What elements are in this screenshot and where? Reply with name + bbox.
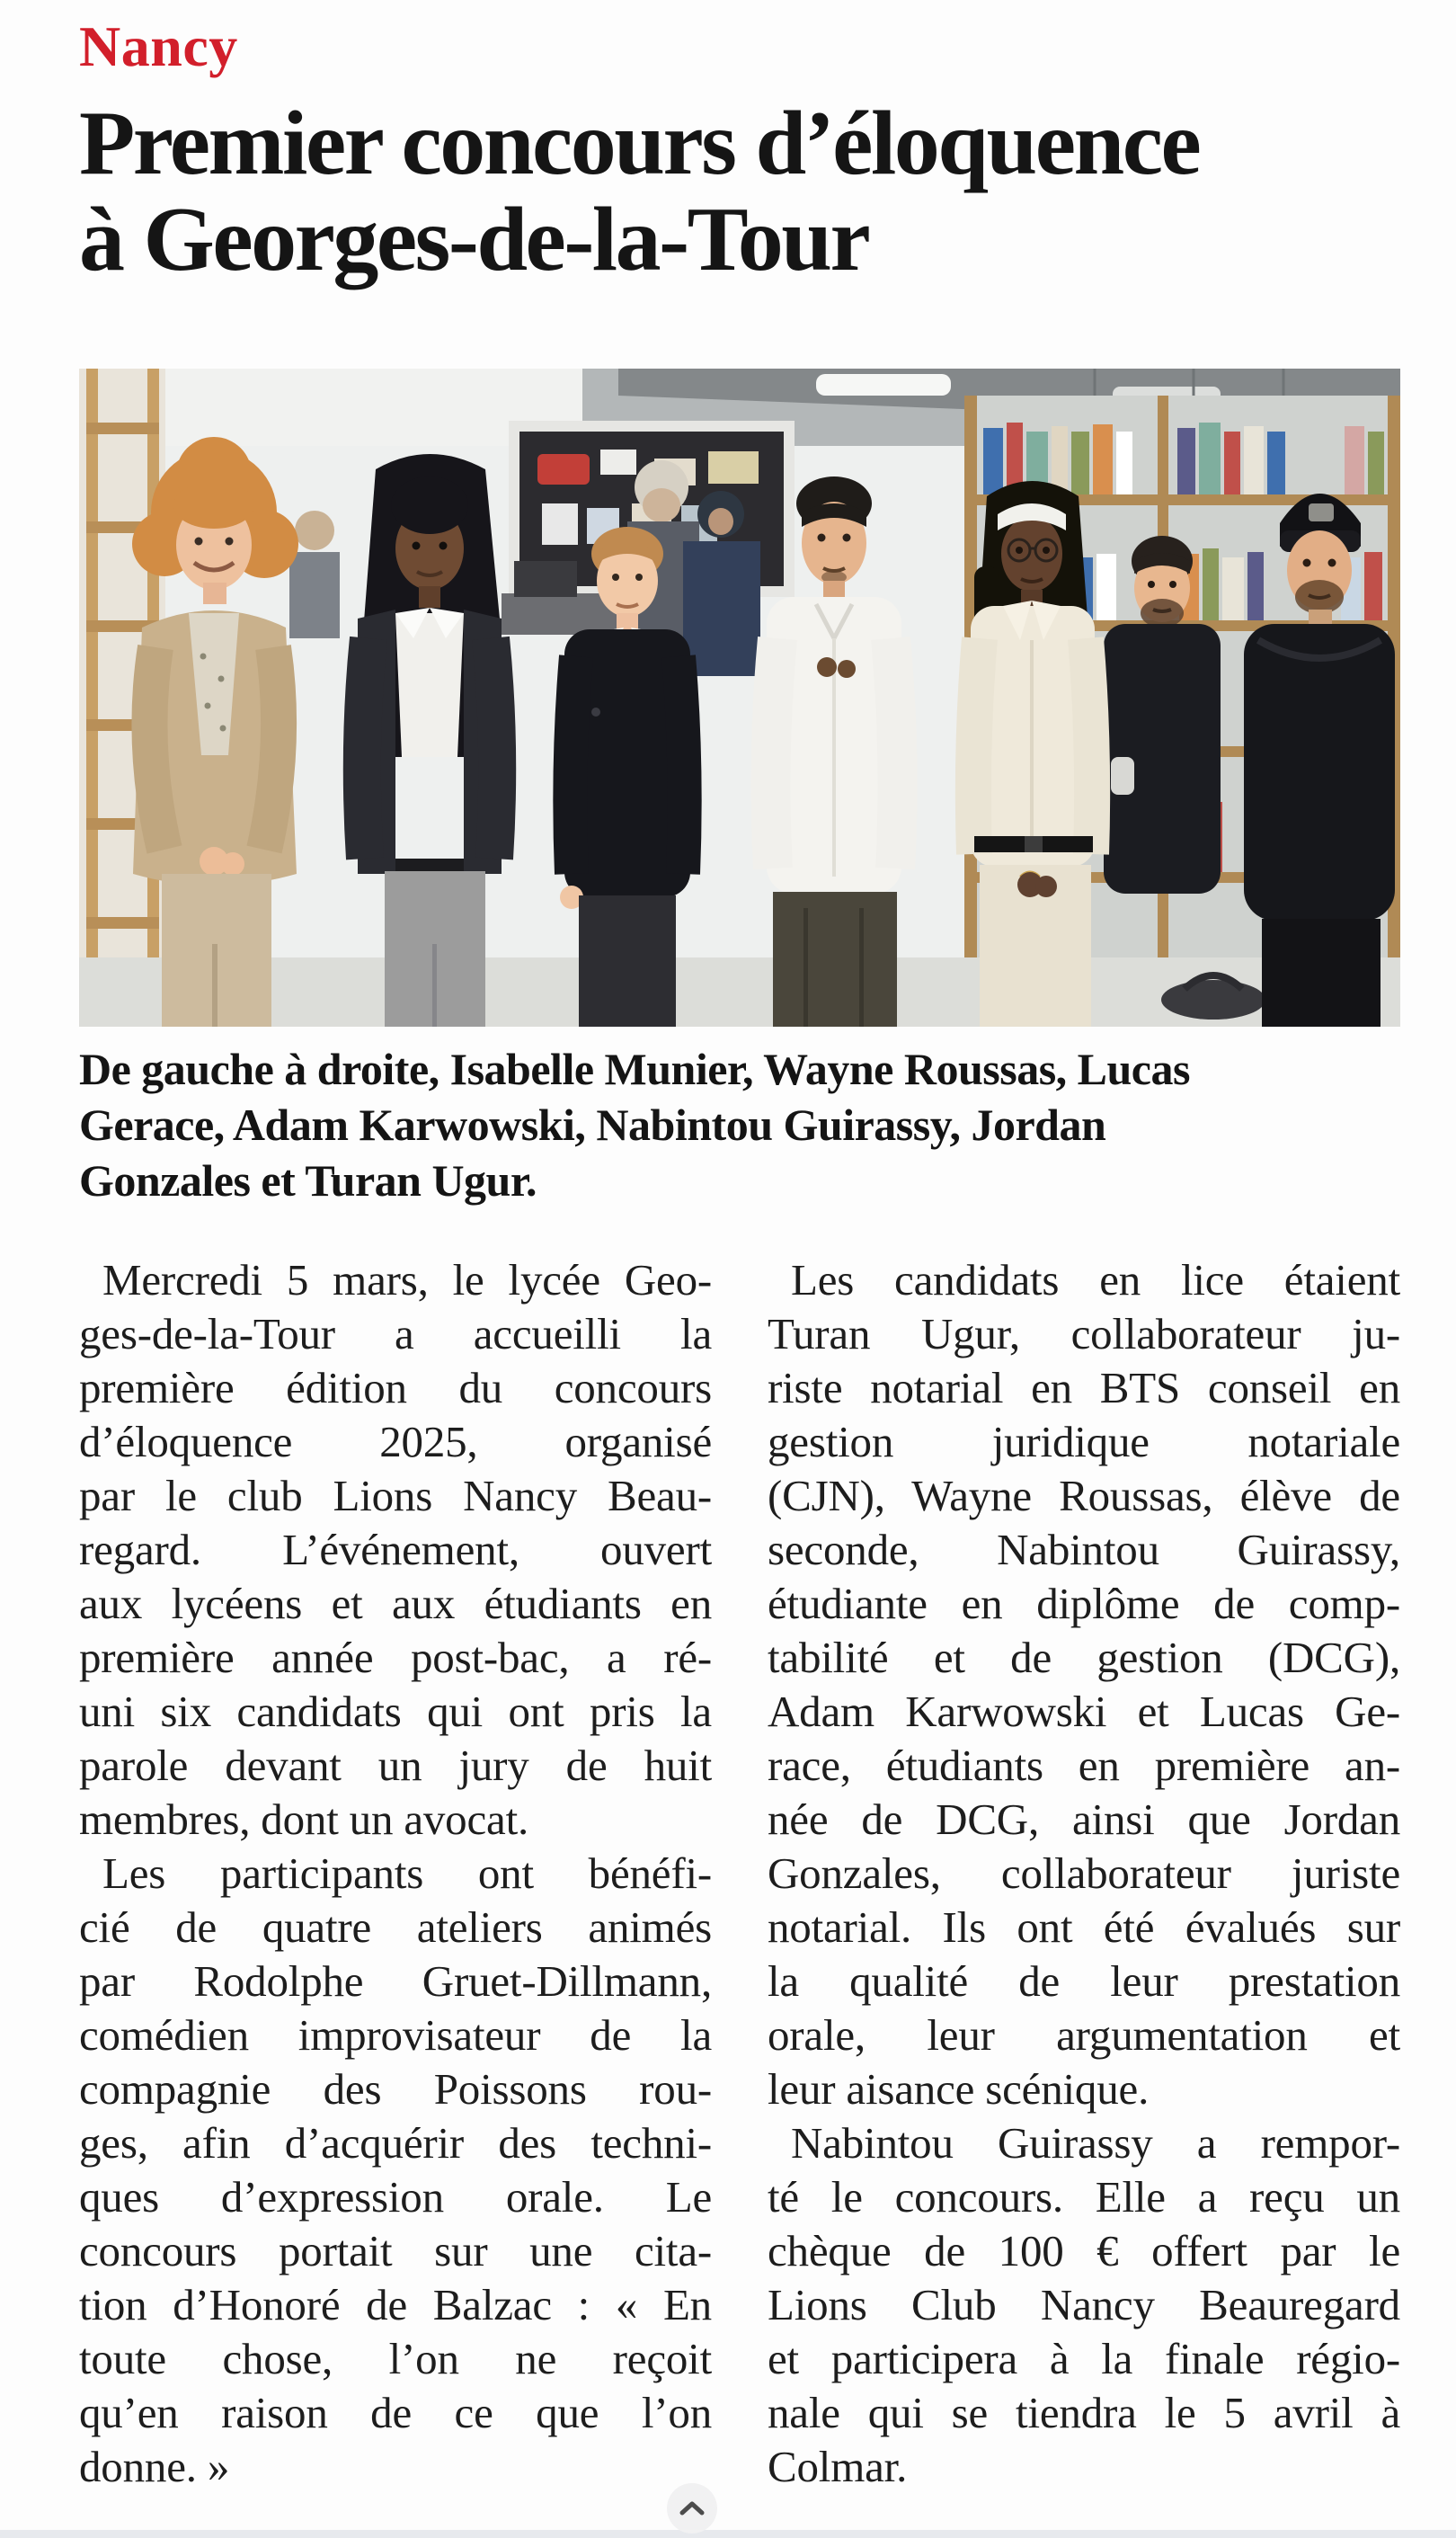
text-line: tabilité et de gestion (DCG), [768,1632,1400,1682]
text-line: Nabintou Guirassy a rempor- [791,2117,1400,2168]
text-line: nale qui se tiendra le 5 avril à [768,2387,1400,2437]
text-line: née de DCG, ainsi que Jordan [768,1794,1400,1844]
text-line: race, étudiants en première an- [768,1740,1400,1790]
column-right [768,1253,1400,2494]
text-line: Les candidats en lice étaient [791,1254,1400,1305]
text-line: ges, afin d’acquérir des techni- [79,2117,712,2168]
text-line: riste notarial en BTS conseil en [768,1362,1400,1412]
column-left [79,1253,712,2494]
text-line: chèque de 100 € offert par le [768,2225,1400,2275]
text-line: Lions Club Nancy Beauregard [768,2279,1400,2329]
bottom-divider [0,2530,1456,2538]
paragraph [768,2116,1400,2494]
caption-line: De gauche à droite, Isabelle Munier, Wayne Roussas, Lucas [79,1043,1190,1094]
article-body [79,1253,1400,2494]
text-line: concours portait sur une cita- [79,2225,712,2275]
text-line: Gonzales, collaborateur juriste [768,1848,1400,1898]
text-line: donne. » [79,2441,230,2491]
photo-illustration [79,369,1400,1027]
text-line: par Rodolphe Gruet-Dillmann, [79,1955,712,2006]
text-line: aux lycéens et aux étudiants en [79,1578,712,1628]
text-line: la qualité de leur prestation [768,1955,1400,2006]
text-line: gestion juridique notariale [768,1416,1400,1466]
text-line: seconde, Nabintou Guirassy, [768,1524,1400,1574]
text-line: d’éloquence 2025, organisé [79,1416,712,1466]
text-line: (CJN), Wayne Roussas, élève de [768,1470,1400,1520]
text-line: Turan Ugur, collaborateur ju- [768,1308,1400,1358]
text-line: notarial. Ils ont été évalués sur [768,1901,1400,1952]
text-line: Colmar. [768,2441,908,2491]
text-line: toute chose, l’on ne reçoit [79,2333,712,2383]
text-line: ges-de-la-Tour a accueilli la [79,1308,712,1358]
text-line: par le club Lions Nancy Beau- [79,1470,712,1520]
text-line: Mercredi 5 mars, le lycée Geo- [102,1254,712,1305]
text-line: leur aisance scénique. [768,2063,1150,2114]
headline [79,92,1400,290]
text-line: ques d’expression orale. Le [79,2171,712,2222]
paragraph [79,1253,712,1847]
text-line: Adam Karwowski et Lucas Ge- [768,1686,1400,1736]
headline-line: Premier concours d’éloquence [79,92,1200,194]
section-kicker[interactable]: Nancy [79,14,238,78]
text-line: membres, dont un avocat. [79,1794,529,1844]
text-line: cié de quatre ateliers animés [79,1901,712,1952]
text-line: parole devant un jury de huit [79,1740,712,1790]
photo-caption [79,1041,1400,1208]
paragraph [768,1253,1400,2116]
text-line: et participera à la finale régio- [768,2333,1400,2383]
chevron-up-icon [679,2499,706,2517]
scroll-to-top-button[interactable] [667,2483,717,2534]
text-line: regard. L’événement, ouvert [79,1524,712,1574]
text-line: étudiante en diplôme de comp- [768,1578,1400,1628]
text-line: comédien improvisateur de la [79,2009,712,2060]
caption-line: Gonzales et Turan Ugur. [79,1154,537,1206]
text-line: compagnie des Poissons rou- [79,2063,712,2114]
text-line: qu’en raison de ce que l’on [79,2387,712,2437]
paragraph [79,1847,712,2494]
text-line: première année post-bac, a ré- [79,1632,712,1682]
headline-line: à Georges-de-la-Tour [79,188,869,290]
text-line: uni six candidats qui ont pris la [79,1686,712,1736]
text-line: Les participants ont bénéfi- [102,1848,712,1898]
text-line: orale, leur argumentation et [768,2009,1400,2060]
text-line: tion d’Honoré de Balzac : « En [79,2279,712,2329]
text-line: té le concours. Elle a reçu un [768,2171,1400,2222]
caption-line: Gerace, Adam Karwowski, Nabintou Guirassy, Jordan [79,1099,1106,1150]
article-photo [79,369,1400,1027]
text-line: première édition du concours [79,1362,712,1412]
